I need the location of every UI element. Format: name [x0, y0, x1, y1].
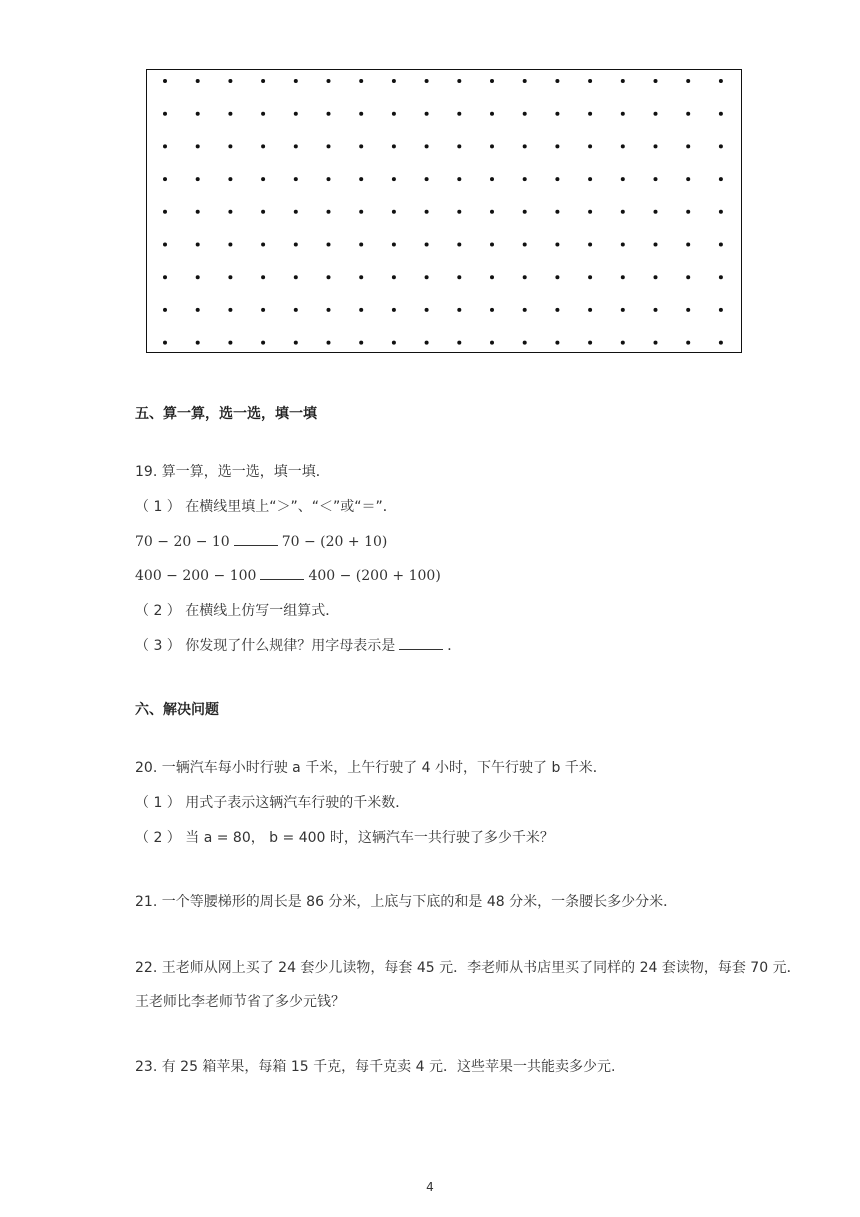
grid-dot: [425, 144, 429, 148]
grid-dot: [359, 112, 363, 116]
grid-dot: [523, 275, 527, 279]
grid-dot: [196, 308, 200, 312]
grid-dot: [261, 177, 265, 181]
grid-dot: [425, 308, 429, 312]
grid-dot: [719, 144, 723, 148]
q19-expression-2: [135, 566, 441, 586]
grid-dot: [654, 79, 658, 83]
grid-dot: [523, 210, 527, 214]
q19-part1: （ 1 ） 在横线里填上“＞”、“＜”或“＝”．: [135, 499, 397, 515]
grid-dot: [425, 275, 429, 279]
grid-dot: [294, 275, 298, 279]
grid-dot: [196, 79, 200, 83]
grid-dot: [261, 308, 265, 312]
grid-dot: [327, 341, 331, 345]
grid-dot: [425, 112, 429, 116]
grid-dot: [457, 210, 461, 214]
grid-dot: [621, 243, 625, 247]
grid-dot: [294, 243, 298, 247]
grid-dot: [163, 210, 167, 214]
grid-dot: [359, 308, 363, 312]
grid-dot: [228, 308, 232, 312]
grid-dot: [621, 275, 625, 279]
grid-dot: [392, 112, 396, 116]
grid-dot: [654, 341, 658, 345]
grid-dot: [588, 275, 592, 279]
grid-dot: [261, 112, 265, 116]
q19-part2: （ 2 ） 在横线上仿写一组算式．: [135, 603, 340, 619]
grid-dot: [523, 144, 527, 148]
grid-dot: [228, 79, 232, 83]
grid-dot: [261, 275, 265, 279]
grid-dot: [621, 112, 625, 116]
grid-dot: [196, 341, 200, 345]
grid-dot: [523, 308, 527, 312]
grid-dot: [719, 243, 723, 247]
grid-dot: [457, 341, 461, 345]
q23-stem: 23. 有 25 箱苹果，每箱 15 千克，每千克卖 4 元．这些苹果一共能卖多少元.: [135, 1059, 616, 1075]
grid-dot: [294, 112, 298, 116]
grid-dot: [261, 341, 265, 345]
q19-part3-end: ．: [447, 638, 462, 654]
grid-dot: [490, 177, 494, 181]
grid-dot: [686, 275, 690, 279]
answer-blank-2[interactable]: [260, 567, 304, 580]
grid-dot: [686, 112, 690, 116]
grid-dot: [654, 210, 658, 214]
grid-dot: [490, 210, 494, 214]
grid-dot: [425, 243, 429, 247]
grid-dot: [686, 341, 690, 345]
expr2-right: 400 − (200 + 100): [308, 568, 441, 584]
grid-dot: [686, 79, 690, 83]
grid-dot: [327, 308, 331, 312]
grid-dot: [294, 341, 298, 345]
grid-dot: [719, 275, 723, 279]
grid-dot: [654, 243, 658, 247]
grid-dot: [327, 243, 331, 247]
grid-dot: [555, 275, 559, 279]
grid-dot: [654, 275, 658, 279]
page-number: 4: [426, 1180, 434, 1194]
grid-dot: [588, 308, 592, 312]
grid-dot: [228, 144, 232, 148]
grid-dot: [163, 144, 167, 148]
grid-dot: [294, 210, 298, 214]
grid-dot: [686, 243, 690, 247]
grid-dot: [523, 341, 527, 345]
grid-dot: [392, 210, 396, 214]
grid-dot: [359, 177, 363, 181]
grid-dot: [228, 243, 232, 247]
grid-dot: [196, 177, 200, 181]
grid-dot: [327, 177, 331, 181]
grid-dot: [163, 177, 167, 181]
expr2-left: 400 − 200 − 100: [135, 568, 257, 584]
q19-part3: [135, 636, 461, 656]
grid-dot: [490, 275, 494, 279]
q20-part2: （ 2 ） 当 a = 80， b = 400 时，这辆汽车一共行驶了多少千米？: [135, 830, 554, 846]
grid-dot: [457, 79, 461, 83]
grid-dot: [392, 243, 396, 247]
answer-blank-3[interactable]: [399, 637, 443, 650]
dot-grid: [147, 70, 743, 354]
grid-dot: [196, 275, 200, 279]
grid-dot: [228, 112, 232, 116]
q20-stem: 20. 一辆汽车每小时行驶 a 千米，上午行驶了 4 小时，下午行驶了 b 千米．: [135, 760, 607, 776]
grid-dot: [392, 79, 396, 83]
grid-dot: [719, 308, 723, 312]
grid-dot: [490, 243, 494, 247]
grid-dot: [392, 177, 396, 181]
grid-dot: [719, 177, 723, 181]
grid-dot: [294, 177, 298, 181]
grid-dot: [425, 79, 429, 83]
grid-dot: [588, 177, 592, 181]
grid-dot: [359, 341, 363, 345]
grid-dot: [555, 243, 559, 247]
grid-dot: [359, 144, 363, 148]
grid-dot: [228, 177, 232, 181]
grid-dot: [719, 341, 723, 345]
q22-line1: 22. 王老师从网上买了 24 套少儿读物，每套 45 元．李老师从书店里买了同样的 24 套读物，每套 70 元．: [135, 960, 801, 976]
grid-dot: [555, 112, 559, 116]
grid-dot: [196, 210, 200, 214]
grid-dot: [425, 210, 429, 214]
grid-dot: [457, 177, 461, 181]
grid-dot: [163, 341, 167, 345]
section-5-heading: 五、算一算，选一选，填一填: [135, 406, 317, 422]
grid-dot: [555, 177, 559, 181]
q21-stem: 21. 一个等腰梯形的周长是 86 分米，上底与下底的和是 48 分米，一条腰长多少分米．: [135, 894, 678, 910]
grid-dot: [359, 210, 363, 214]
grid-dot: [392, 308, 396, 312]
grid-dot: [555, 144, 559, 148]
grid-dot: [686, 210, 690, 214]
grid-dot: [621, 341, 625, 345]
grid-dot: [588, 112, 592, 116]
grid-dot: [555, 308, 559, 312]
grid-dot: [654, 112, 658, 116]
grid-dot: [621, 177, 625, 181]
grid-dot: [588, 210, 592, 214]
grid-dot: [523, 177, 527, 181]
grid-dot: [588, 341, 592, 345]
grid-dot: [719, 79, 723, 83]
grid-dot: [523, 112, 527, 116]
grid-dot: [621, 308, 625, 312]
grid-dot: [523, 79, 527, 83]
grid-dot: [163, 79, 167, 83]
grid-dot: [359, 275, 363, 279]
grid-dot: [228, 341, 232, 345]
grid-dot: [327, 144, 331, 148]
grid-dot: [261, 210, 265, 214]
expr1-left: 70 − 20 − 10: [135, 534, 230, 550]
grid-dot: [588, 144, 592, 148]
grid-dot: [490, 79, 494, 83]
grid-dot: [621, 79, 625, 83]
grid-dot: [228, 275, 232, 279]
grid-dot: [196, 243, 200, 247]
grid-dot: [621, 210, 625, 214]
grid-dot: [719, 210, 723, 214]
grid-dot: [621, 144, 625, 148]
grid-dot: [261, 243, 265, 247]
grid-dot: [490, 341, 494, 345]
grid-dot: [196, 144, 200, 148]
q20-part1: （ 1 ） 用式子表示这辆汽车行驶的千米数．: [135, 795, 410, 811]
grid-dot: [392, 144, 396, 148]
grid-dot: [555, 210, 559, 214]
grid-dot: [294, 144, 298, 148]
expr1-right: 70 − (20 + 10): [281, 534, 388, 550]
grid-dot: [327, 79, 331, 83]
dot-grid-box: [146, 69, 742, 353]
grid-dot: [490, 144, 494, 148]
grid-dot: [327, 275, 331, 279]
grid-dot: [457, 243, 461, 247]
grid-dot: [654, 177, 658, 181]
grid-dot: [654, 308, 658, 312]
grid-dot: [588, 79, 592, 83]
grid-dot: [555, 341, 559, 345]
grid-dot: [261, 79, 265, 83]
grid-dot: [196, 112, 200, 116]
grid-dot: [392, 275, 396, 279]
grid-dot: [294, 308, 298, 312]
q22-line2: 王老师比李老师节省了多少元钱？: [135, 994, 345, 1010]
grid-dot: [654, 144, 658, 148]
grid-dot: [163, 243, 167, 247]
grid-dot: [359, 243, 363, 247]
grid-dot: [327, 210, 331, 214]
grid-dot: [588, 243, 592, 247]
grid-dot: [228, 210, 232, 214]
grid-dot: [163, 275, 167, 279]
grid-dot: [523, 243, 527, 247]
grid-dot: [686, 177, 690, 181]
grid-dot: [294, 79, 298, 83]
grid-dot: [686, 144, 690, 148]
grid-dot: [719, 112, 723, 116]
q19-stem: 19. 算一算，选一选，填一填．: [135, 464, 330, 480]
q19-expression-1: [135, 532, 387, 552]
grid-dot: [490, 308, 494, 312]
answer-blank-1[interactable]: [234, 533, 278, 546]
section-6-heading: 六、解决问题: [135, 702, 219, 718]
grid-dot: [425, 177, 429, 181]
grid-dot: [425, 341, 429, 345]
grid-dot: [457, 275, 461, 279]
grid-dot: [555, 79, 559, 83]
q19-part3-text: （ 3 ） 你发现了什么规律？用字母表示是: [135, 638, 396, 654]
grid-dot: [327, 112, 331, 116]
grid-dot: [163, 112, 167, 116]
grid-dot: [163, 308, 167, 312]
grid-dot: [457, 308, 461, 312]
grid-dot: [490, 112, 494, 116]
grid-dot: [686, 308, 690, 312]
grid-dot: [457, 112, 461, 116]
grid-dot: [261, 144, 265, 148]
grid-dot: [392, 341, 396, 345]
grid-dot: [457, 144, 461, 148]
grid-dot: [359, 79, 363, 83]
